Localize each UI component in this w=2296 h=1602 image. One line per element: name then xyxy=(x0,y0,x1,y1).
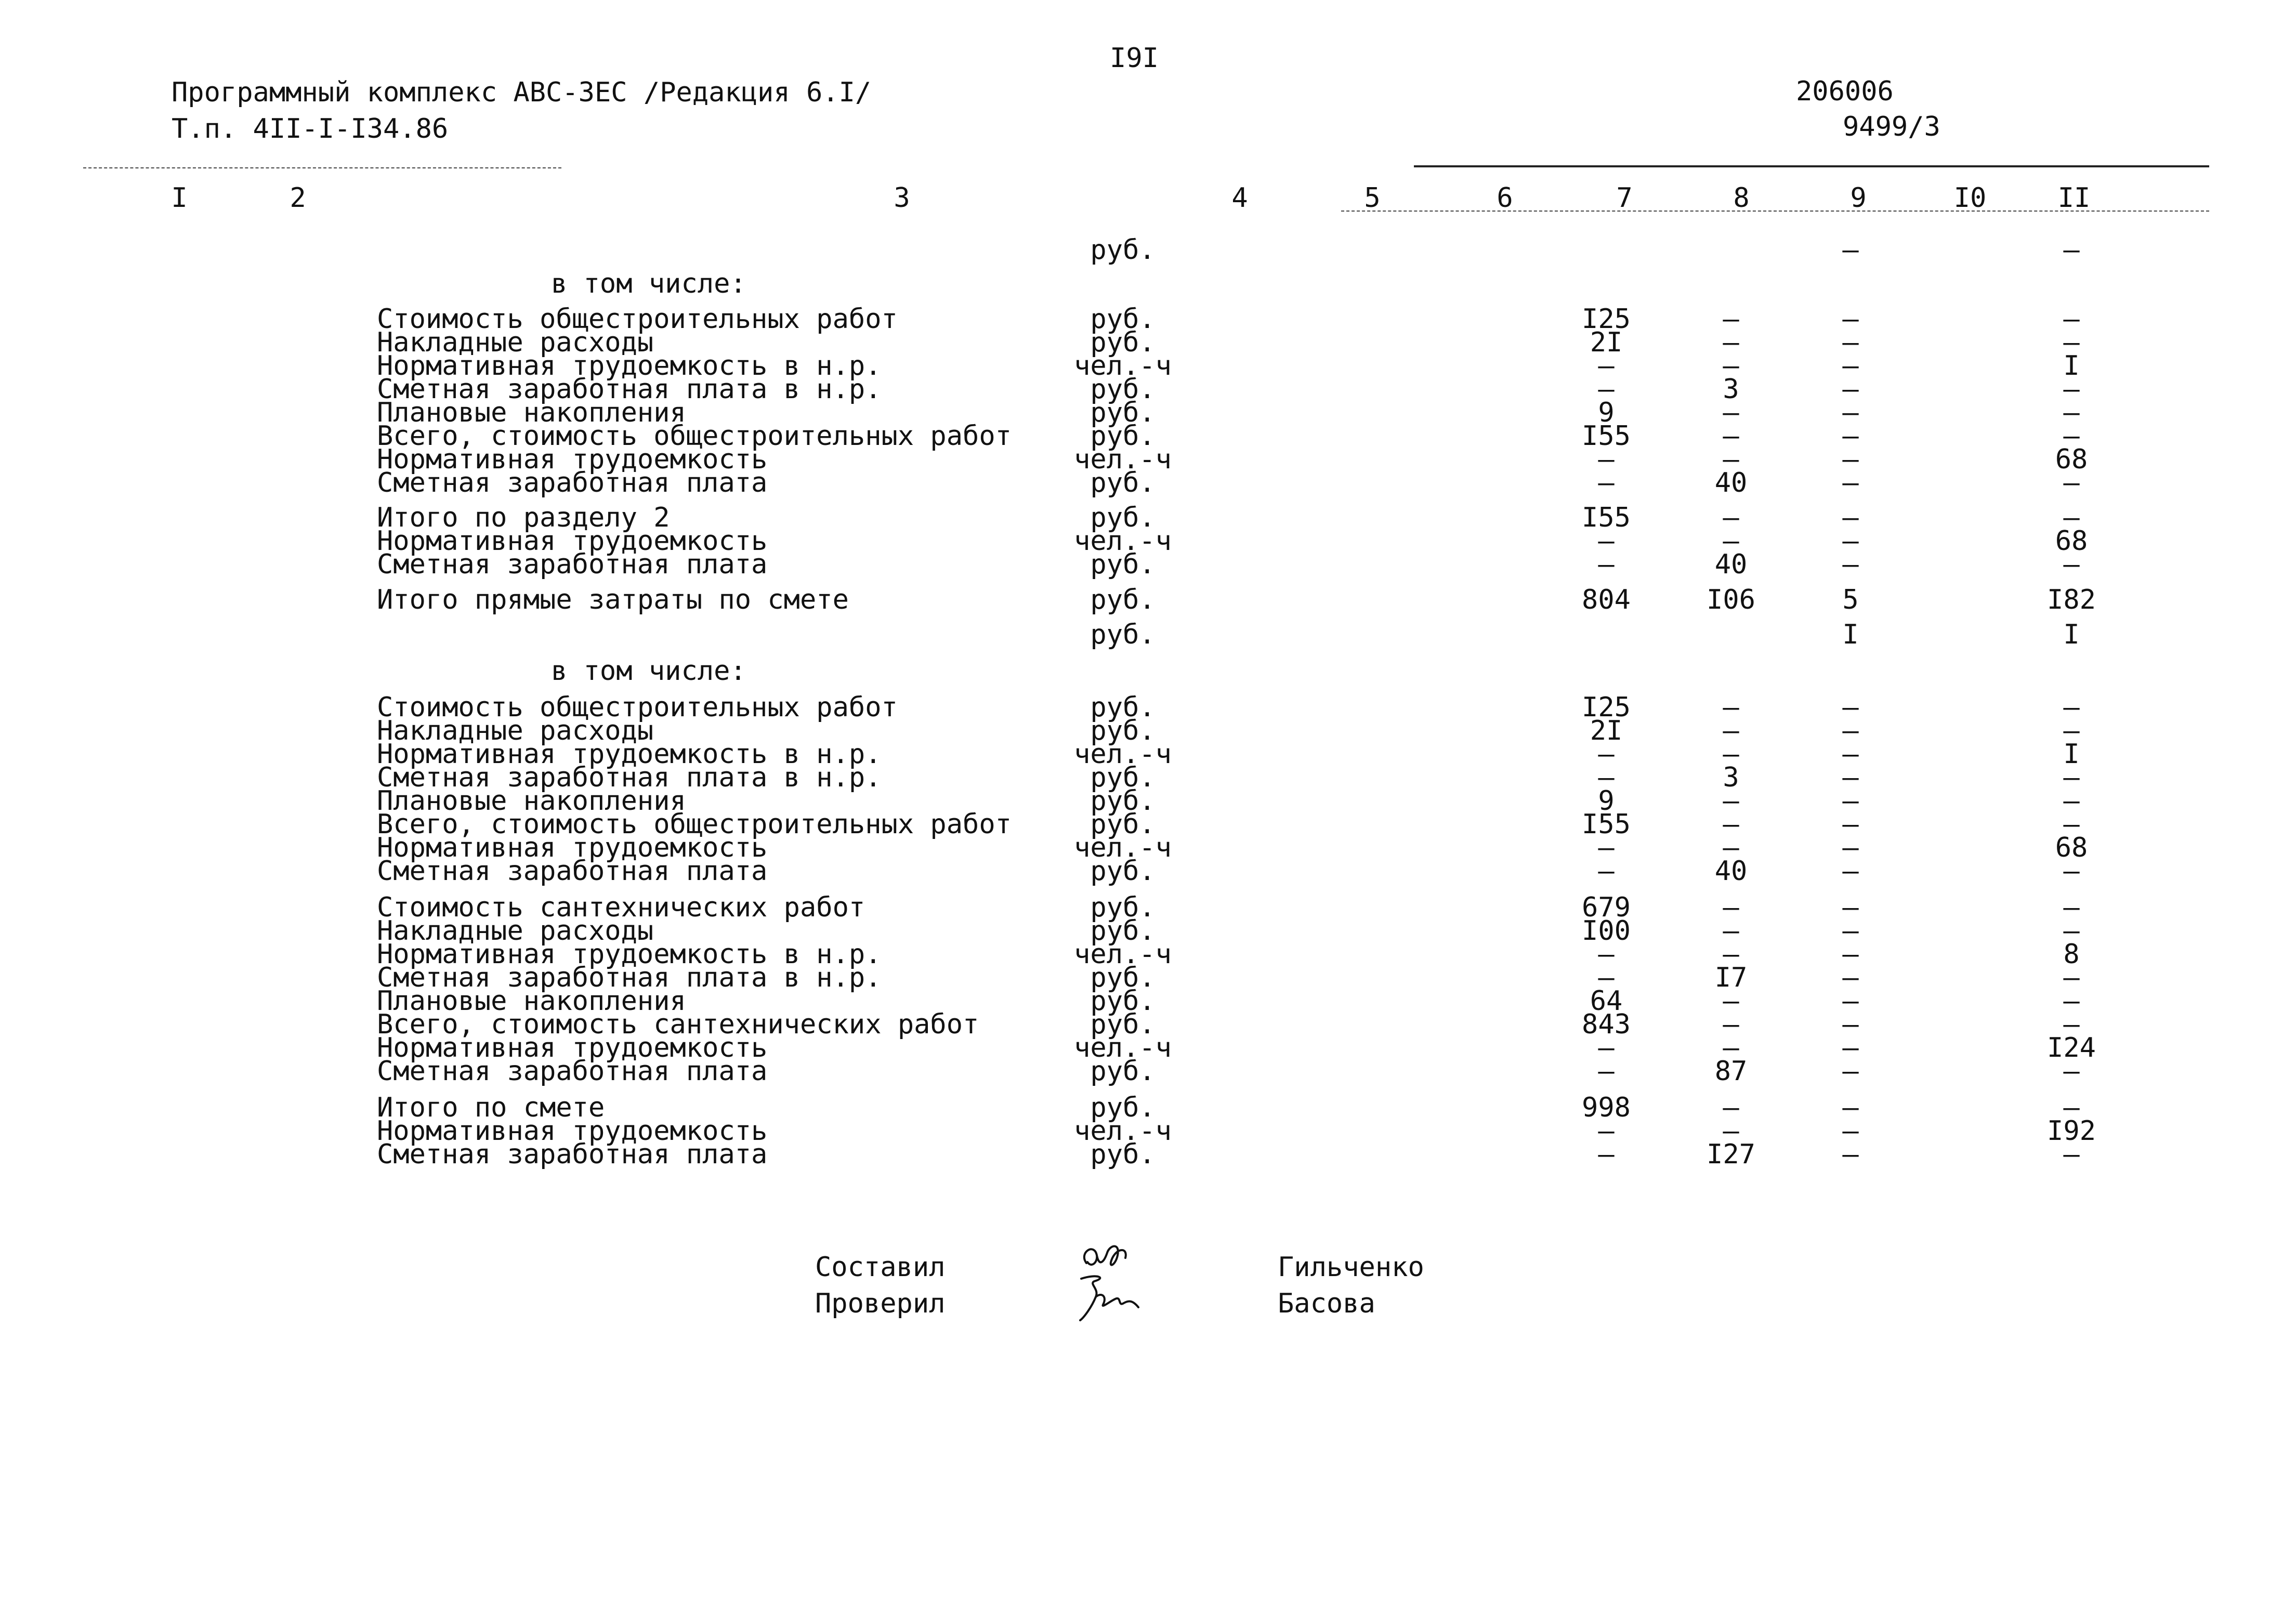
row-col-11: – xyxy=(2063,715,2080,746)
row-label: Нормативная трудоемкость в н.р. xyxy=(377,739,882,770)
row-col-7: I00 xyxy=(1582,915,1631,947)
row-col-9: I xyxy=(1842,619,1859,650)
row-label: Нормативная трудоемкость xyxy=(377,832,768,863)
row-col-9: – xyxy=(1842,785,1859,817)
row-col-7: – xyxy=(1598,762,1615,793)
row-label: Всего, стоимость общестроительных работ xyxy=(377,421,1012,452)
row-col-8: I06 xyxy=(1707,584,1755,615)
row-unit: руб. xyxy=(1090,467,1156,498)
row-label: Нормативная трудоемкость xyxy=(377,1032,768,1063)
row-col-7: I25 xyxy=(1582,304,1631,335)
row-label: Стоимость общестроительных работ xyxy=(377,692,898,723)
row-col-8: I7 xyxy=(1714,962,1748,993)
row-col-9: – xyxy=(1842,467,1859,498)
checked-by-name: Басова xyxy=(1278,1288,1375,1319)
row-col-9: – xyxy=(1842,762,1859,793)
row-label: Нормативная трудоемкость xyxy=(377,1115,768,1147)
column-header-5: 5 xyxy=(1364,182,1381,214)
row-col-9: 5 xyxy=(1842,584,1859,615)
row-col-9: – xyxy=(1842,234,1859,266)
column-header-3: 3 xyxy=(894,182,910,214)
row-col-11: – xyxy=(2063,962,2080,993)
row-label: Сметная заработная плата xyxy=(377,1056,768,1087)
row-col-9: – xyxy=(1842,1032,1859,1063)
row-unit: чел.-ч xyxy=(1074,1032,1172,1063)
document-reference: 9499/3 xyxy=(1843,111,1940,142)
row-col-8: – xyxy=(1723,502,1739,533)
row-unit: руб. xyxy=(1090,502,1156,533)
row-col-7: – xyxy=(1598,1115,1615,1147)
row-col-11: – xyxy=(2063,1056,2080,1087)
row-unit: руб. xyxy=(1090,619,1156,650)
row-col-8: – xyxy=(1723,986,1739,1017)
row-col-7: 2I xyxy=(1590,327,1623,358)
row-col-7: – xyxy=(1598,444,1615,475)
row-col-9: – xyxy=(1842,549,1859,580)
row-label: Накладные расходы xyxy=(377,915,654,947)
row-col-11: – xyxy=(2063,1139,2080,1170)
row-label: Плановые накопления xyxy=(377,785,686,817)
row-col-8: – xyxy=(1723,304,1739,335)
composed-by-name: Гильченко xyxy=(1278,1252,1424,1283)
row-col-9: – xyxy=(1842,892,1859,923)
row-unit: руб. xyxy=(1090,892,1156,923)
row-label: Сметная заработная плата xyxy=(377,856,768,887)
row-col-7: – xyxy=(1598,1032,1615,1063)
row-col-11: 8 xyxy=(2063,939,2080,970)
column-header-9: 9 xyxy=(1850,182,1867,214)
header-top-rule-right xyxy=(1414,165,2209,167)
row-col-9: – xyxy=(1842,304,1859,335)
row-col-11: 68 xyxy=(2055,444,2088,475)
row-col-7: 9 xyxy=(1598,397,1615,428)
row-unit: чел.-ч xyxy=(1074,526,1172,557)
row-col-7: 804 xyxy=(1582,584,1631,615)
row-col-8: – xyxy=(1723,715,1739,746)
row-col-8: – xyxy=(1723,809,1739,840)
project-line: Т.п. 4II-I-I34.86 xyxy=(172,113,449,145)
row-col-11: – xyxy=(2063,421,2080,452)
row-unit: руб. xyxy=(1090,304,1156,335)
row-col-11: – xyxy=(2063,692,2080,723)
row-label: Итого по смете xyxy=(377,1092,605,1123)
row-label: Сметная заработная плата в н.р. xyxy=(377,762,882,793)
row-col-8: – xyxy=(1723,692,1739,723)
row-col-8: I27 xyxy=(1707,1139,1755,1170)
row-col-11: I82 xyxy=(2047,584,2096,615)
row-col-7: – xyxy=(1598,962,1615,993)
row-col-11: – xyxy=(2063,809,2080,840)
row-label: Сметная заработная плата xyxy=(377,549,768,580)
row-col-8: – xyxy=(1723,421,1739,452)
row-col-9: – xyxy=(1842,1056,1859,1087)
row-col-7: – xyxy=(1598,350,1615,382)
row-unit: руб. xyxy=(1090,715,1156,746)
row-col-11: I xyxy=(2063,619,2080,650)
row-col-9: – xyxy=(1842,715,1859,746)
row-label: Нормативная трудоемкость xyxy=(377,444,768,475)
row-unit: руб. xyxy=(1090,962,1156,993)
row-col-9: – xyxy=(1842,809,1859,840)
row-col-7: 2I xyxy=(1590,715,1623,746)
row-unit: руб. xyxy=(1090,327,1156,358)
row-col-9: – xyxy=(1842,1139,1859,1170)
row-label: Плановые накопления xyxy=(377,397,686,428)
row-unit: чел.-ч xyxy=(1074,832,1172,863)
row-col-11: – xyxy=(2063,502,2080,533)
row-col-11: – xyxy=(2063,549,2080,580)
row-label: Нормативная трудоемкость xyxy=(377,526,768,557)
row-unit: руб. xyxy=(1090,584,1156,615)
row-label: Всего, стоимость сантехнических работ xyxy=(377,1009,979,1040)
row-label: Итого прямые затраты по смете xyxy=(377,584,849,615)
row-col-7: 843 xyxy=(1582,1009,1631,1040)
row-col-8: – xyxy=(1723,1032,1739,1063)
row-col-9: – xyxy=(1842,444,1859,475)
row-col-9: – xyxy=(1842,692,1859,723)
row-col-9: – xyxy=(1842,832,1859,863)
row-col-11: – xyxy=(2063,856,2080,887)
row-label: Плановые накопления xyxy=(377,986,686,1017)
checker-signature xyxy=(1071,1268,1149,1325)
row-col-11: I92 xyxy=(2047,1115,2096,1147)
row-col-8: – xyxy=(1723,785,1739,817)
row-unit: руб. xyxy=(1090,809,1156,840)
row-col-8: – xyxy=(1723,1009,1739,1040)
row-col-11: I24 xyxy=(2047,1032,2096,1063)
row-col-11: – xyxy=(2063,892,2080,923)
row-unit: руб. xyxy=(1090,1056,1156,1087)
row-col-8: – xyxy=(1723,739,1739,770)
row-unit: руб. xyxy=(1090,421,1156,452)
row-col-7: – xyxy=(1598,939,1615,970)
row-unit: руб. xyxy=(1090,549,1156,580)
row-col-8: 40 xyxy=(1714,467,1748,498)
row-label: Стоимость сантехнических работ xyxy=(377,892,865,923)
row-label: Накладные расходы xyxy=(377,327,654,358)
column-header-6: 6 xyxy=(1497,182,1513,214)
row-label: Нормативная трудоемкость в н.р. xyxy=(377,939,882,970)
row-unit: руб. xyxy=(1090,915,1156,947)
row-unit: руб. xyxy=(1090,1092,1156,1123)
row-col-11: – xyxy=(2063,915,2080,947)
row-col-11: I xyxy=(2063,739,2080,770)
row-col-8: – xyxy=(1723,526,1739,557)
row-col-8: – xyxy=(1723,327,1739,358)
row-unit: руб. xyxy=(1090,856,1156,887)
row-col-11: – xyxy=(2063,467,2080,498)
row-col-7: 679 xyxy=(1582,892,1631,923)
column-header-1: I xyxy=(171,182,188,214)
row-col-9: – xyxy=(1842,1115,1859,1147)
row-col-11: – xyxy=(2063,374,2080,405)
row-col-7: I25 xyxy=(1582,692,1631,723)
row-label: в том числе: xyxy=(551,268,746,299)
row-col-9: – xyxy=(1842,374,1859,405)
row-col-7: – xyxy=(1598,1056,1615,1087)
row-unit: руб. xyxy=(1090,397,1156,428)
row-label: Всего, стоимость общестроительных работ xyxy=(377,809,1012,840)
row-col-8: – xyxy=(1723,892,1739,923)
row-col-7: – xyxy=(1598,1139,1615,1170)
row-col-7: – xyxy=(1598,526,1615,557)
row-col-7: – xyxy=(1598,856,1615,887)
row-col-8: – xyxy=(1723,832,1739,863)
column-header-8: 8 xyxy=(1733,182,1750,214)
document-code: 206006 xyxy=(1796,76,1894,107)
row-col-11: 68 xyxy=(2055,526,2088,557)
row-unit: руб. xyxy=(1090,374,1156,405)
row-label: Сметная заработная плата xyxy=(377,1139,768,1170)
row-col-11: – xyxy=(2063,762,2080,793)
row-label: Накладные расходы xyxy=(377,715,654,746)
row-unit: руб. xyxy=(1090,1139,1156,1170)
row-col-9: – xyxy=(1842,1009,1859,1040)
row-col-9: – xyxy=(1842,856,1859,887)
row-col-9: – xyxy=(1842,986,1859,1017)
row-col-8: – xyxy=(1723,397,1739,428)
row-col-7: 64 xyxy=(1590,986,1623,1017)
row-col-9: – xyxy=(1842,397,1859,428)
column-header-2: 2 xyxy=(290,182,306,214)
row-col-7: – xyxy=(1598,374,1615,405)
column-header-11: II xyxy=(2057,182,2091,214)
column-header-7: 7 xyxy=(1616,182,1633,214)
row-label: Стоимость общестроительных работ xyxy=(377,304,898,335)
row-col-8: 40 xyxy=(1714,549,1748,580)
row-col-9: – xyxy=(1842,939,1859,970)
row-unit: руб. xyxy=(1090,1009,1156,1040)
row-col-11: 68 xyxy=(2055,832,2088,863)
row-col-11: – xyxy=(2063,986,2080,1017)
row-unit: чел.-ч xyxy=(1074,444,1172,475)
row-col-7: 998 xyxy=(1582,1092,1631,1123)
row-col-11: – xyxy=(2063,1009,2080,1040)
row-col-7: I55 xyxy=(1582,502,1631,533)
row-col-11: – xyxy=(2063,397,2080,428)
row-col-11: – xyxy=(2063,785,2080,817)
row-col-11: – xyxy=(2063,327,2080,358)
row-col-8: – xyxy=(1723,915,1739,947)
row-col-9: – xyxy=(1842,915,1859,947)
row-unit: чел.-ч xyxy=(1074,1115,1172,1147)
row-col-9: – xyxy=(1842,526,1859,557)
row-label: Нормативная трудоемкость в н.р. xyxy=(377,350,882,382)
row-col-8: – xyxy=(1723,350,1739,382)
row-col-7: I55 xyxy=(1582,809,1631,840)
row-col-8: – xyxy=(1723,939,1739,970)
row-col-8: – xyxy=(1723,1115,1739,1147)
row-label: Сметная заработная плата в н.р. xyxy=(377,962,882,993)
row-label: Сметная заработная плата в н.р. xyxy=(377,374,882,405)
row-col-7: – xyxy=(1598,467,1615,498)
row-label: Итого по разделу 2 xyxy=(377,502,670,533)
row-col-8: – xyxy=(1723,444,1739,475)
column-header-10: I0 xyxy=(1953,182,1987,214)
page-number: I9I xyxy=(1110,43,1159,74)
row-col-9: – xyxy=(1842,350,1859,382)
composed-by-label: Составил xyxy=(815,1252,946,1283)
checked-by-label: Проверил xyxy=(815,1288,946,1319)
row-col-7: – xyxy=(1598,739,1615,770)
row-col-11: – xyxy=(2063,1092,2080,1123)
program-line: Программный комплекс АВС-3ЕС /Редакция 6.I/ xyxy=(172,77,872,108)
row-unit: руб. xyxy=(1090,785,1156,817)
column-header-4: 4 xyxy=(1231,182,1248,214)
row-col-7: – xyxy=(1598,549,1615,580)
row-unit: руб. xyxy=(1090,234,1156,266)
row-col-11: I xyxy=(2063,350,2080,382)
row-unit: руб. xyxy=(1090,692,1156,723)
row-col-8: 3 xyxy=(1723,374,1739,405)
row-col-11: – xyxy=(2063,304,2080,335)
row-col-9: – xyxy=(1842,421,1859,452)
row-unit: руб. xyxy=(1090,986,1156,1017)
row-unit: чел.-ч xyxy=(1074,350,1172,382)
row-col-7: 9 xyxy=(1598,785,1615,817)
row-unit: руб. xyxy=(1090,762,1156,793)
row-col-7: – xyxy=(1598,832,1615,863)
row-col-9: – xyxy=(1842,739,1859,770)
row-col-11: – xyxy=(2063,234,2080,266)
row-col-7: I55 xyxy=(1582,421,1631,452)
row-unit: чел.-ч xyxy=(1074,939,1172,970)
row-col-9: – xyxy=(1842,1092,1859,1123)
row-col-8: 87 xyxy=(1714,1056,1748,1087)
row-col-9: – xyxy=(1842,327,1859,358)
row-col-8: 3 xyxy=(1723,762,1739,793)
row-col-8: 40 xyxy=(1714,856,1748,887)
header-top-rule-left xyxy=(83,167,561,168)
row-col-9: – xyxy=(1842,502,1859,533)
row-label: в том числе: xyxy=(551,655,746,687)
row-col-9: – xyxy=(1842,962,1859,993)
row-col-8: – xyxy=(1723,1092,1739,1123)
row-label: Сметная заработная плата xyxy=(377,467,768,498)
row-unit: чел.-ч xyxy=(1074,739,1172,770)
